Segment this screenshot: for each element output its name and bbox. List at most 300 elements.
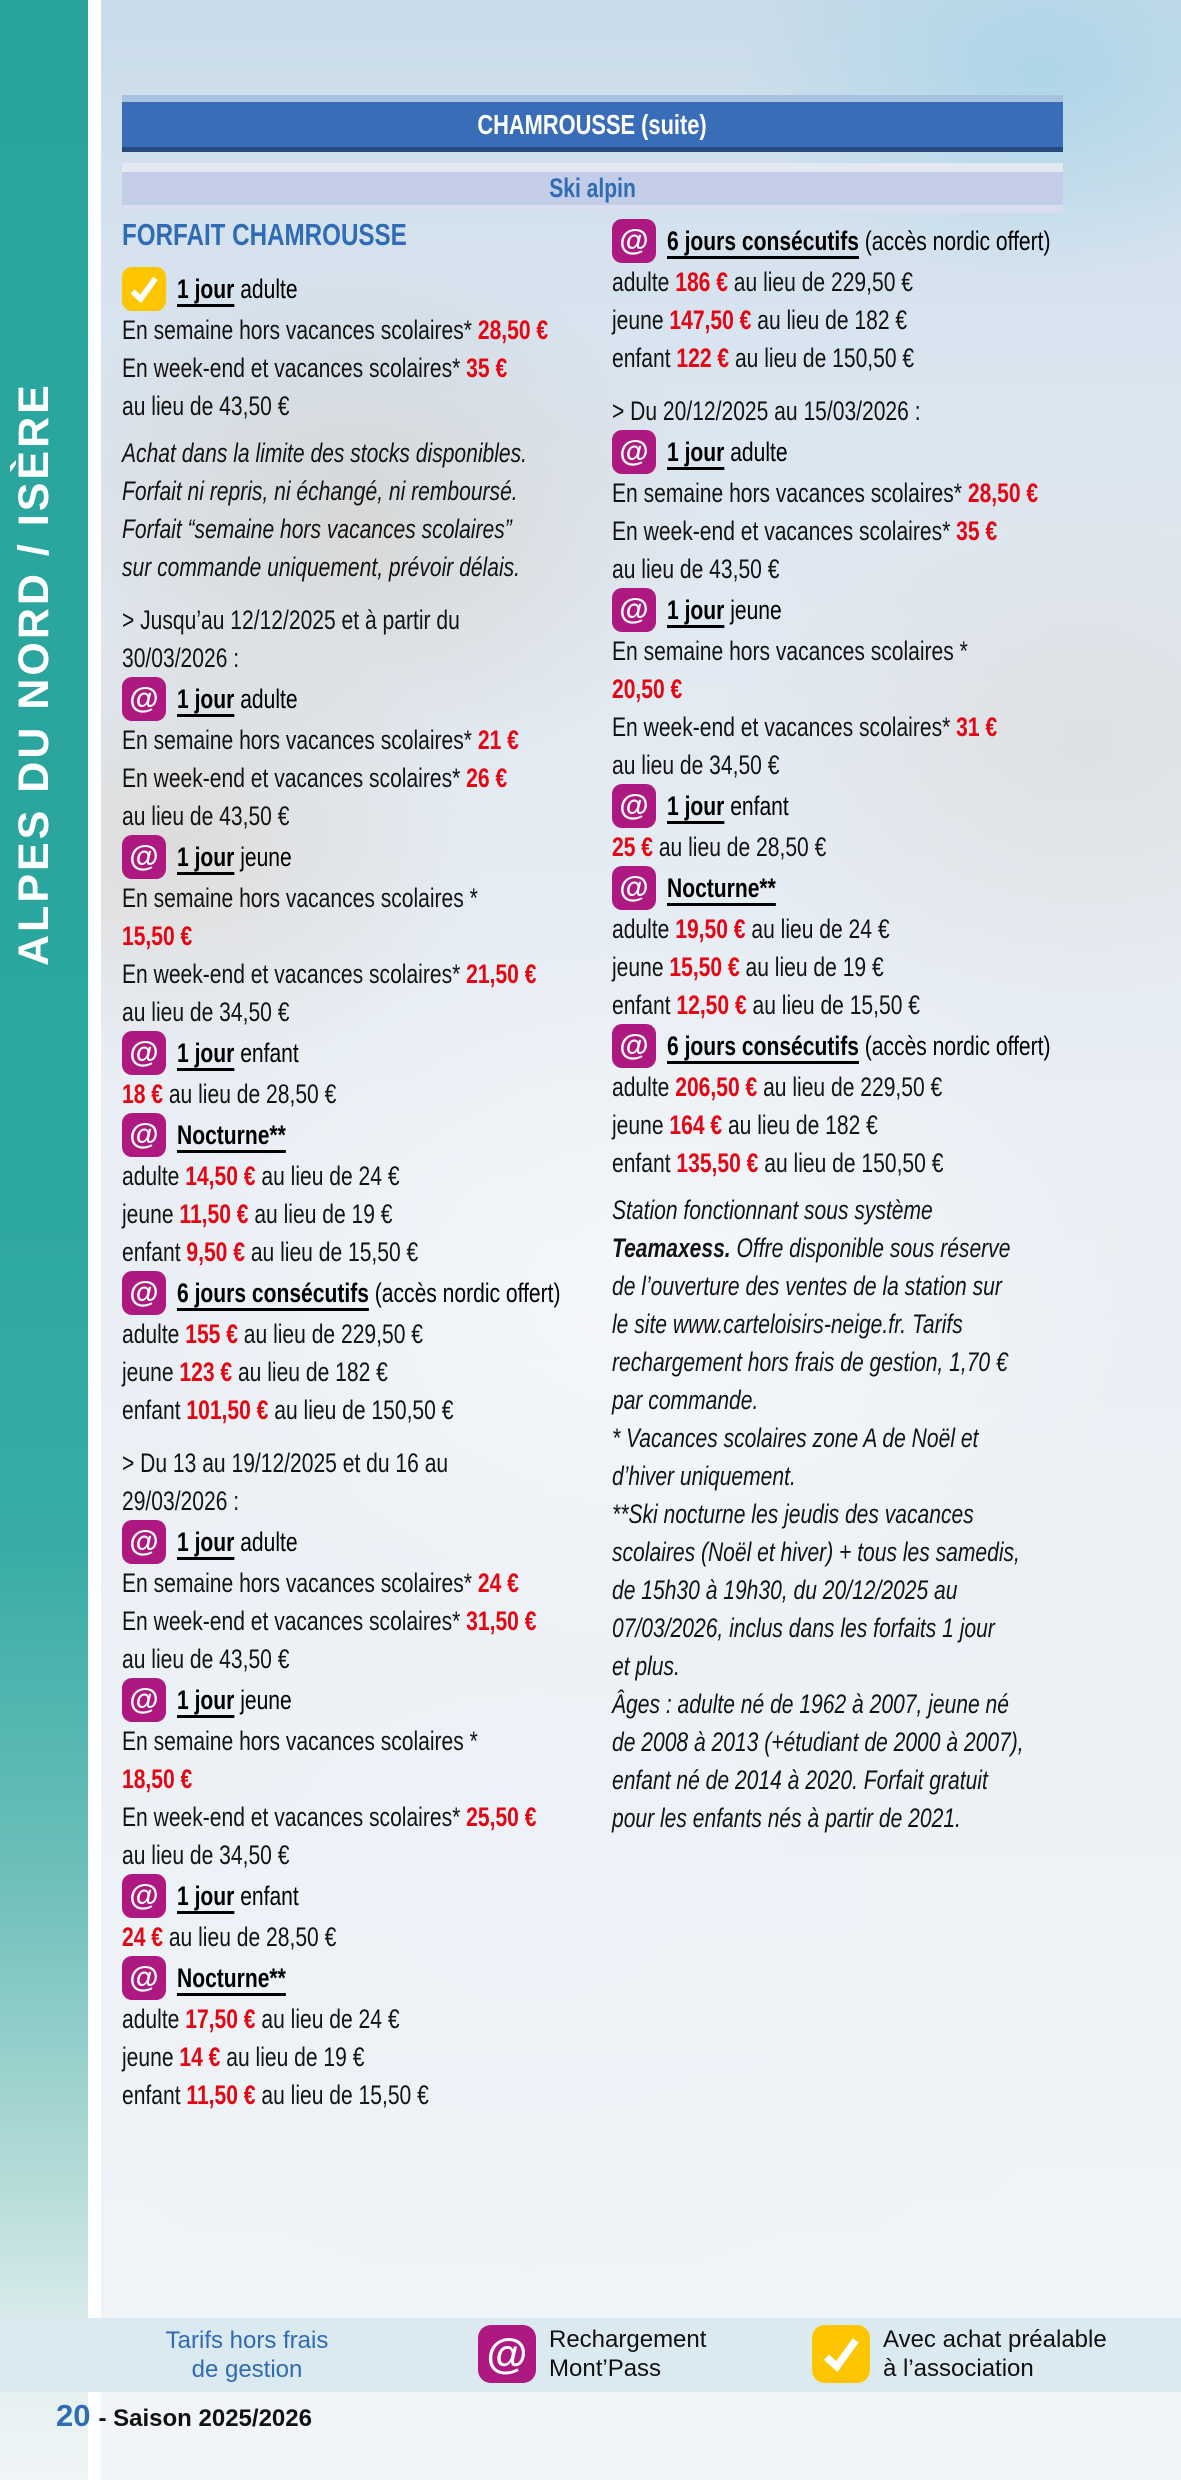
text-segment: En week-end et vacances scolaires*	[122, 1606, 467, 1636]
text-segment: au lieu de 34,50 €	[122, 997, 290, 1027]
offer-entry	[122, 1874, 600, 1918]
text-segment: Nocturne**	[667, 872, 776, 903]
offer-entry	[122, 1271, 600, 1315]
text-segment: au lieu de 28,50 €	[162, 1079, 337, 1109]
text-segment: En semaine hors vacances scolaires*	[612, 478, 968, 508]
note-line	[612, 1609, 1072, 1647]
text-segment: de 15h30 à 19h30, du 20/12/2025 au	[612, 1575, 958, 1605]
note-line	[122, 548, 600, 586]
line-text	[612, 1685, 1009, 1723]
text-segment: En week-end et vacances scolaires*	[122, 959, 467, 989]
text-segment: au lieu de 229,50 €	[237, 1319, 423, 1349]
text-segment: 26 €	[466, 763, 508, 793]
text-segment: au lieu de 28,50 €	[162, 1922, 337, 1952]
text-segment: 12,50 €	[676, 990, 747, 1020]
text-segment: au lieu de 34,50 €	[612, 750, 780, 780]
text-segment: jeune	[612, 952, 670, 982]
line-text	[122, 1195, 393, 1233]
line-line	[122, 917, 600, 955]
line-text	[122, 1640, 289, 1678]
line-text	[612, 1495, 974, 1533]
line-line	[122, 1482, 600, 1520]
offer-title	[177, 1038, 299, 1069]
line-text	[122, 993, 289, 1031]
legend-tarifs-line1: Tarifs hors frais	[165, 2327, 329, 2354]
text-segment: jeune	[234, 1684, 292, 1715]
line-line	[122, 1602, 600, 1640]
right-column	[612, 219, 1072, 1837]
line-text	[122, 1722, 478, 1760]
note-line	[122, 472, 600, 510]
text-segment: 29/03/2026 :	[122, 1486, 240, 1516]
text-segment: 25 €	[612, 832, 653, 862]
line-text	[612, 910, 890, 948]
text-segment: 9,50 €	[186, 1237, 245, 1267]
line-text	[122, 472, 518, 510]
line-text	[612, 512, 997, 550]
line-text	[612, 550, 779, 588]
line-text	[122, 349, 507, 387]
text-segment: 1 jour	[177, 1880, 235, 1911]
line-line	[122, 2038, 600, 2076]
line-text	[612, 1761, 988, 1799]
text-segment: scolaires (Noël et hiver) + tous les samedis,	[612, 1537, 1020, 1567]
line-line	[122, 1075, 600, 1113]
text-segment: adulte	[234, 273, 298, 304]
note-line	[612, 1419, 1072, 1457]
text-segment: 14 €	[179, 2042, 221, 2072]
line-text	[612, 1419, 978, 1457]
line-text	[122, 1075, 336, 1113]
text-segment: le site www.carteloisirs-neige.fr. Tarifs	[612, 1309, 963, 1339]
text-segment: Offre disponible sous réserve	[730, 1233, 1011, 1263]
montpass-icon: @	[478, 2325, 536, 2383]
line-text	[122, 1444, 448, 1482]
text-segment: 147,50 €	[669, 305, 752, 335]
line-text	[122, 2000, 400, 2038]
note-line	[612, 1229, 1072, 1267]
text-segment: adulte	[612, 914, 676, 944]
text-segment: par commande.	[612, 1385, 759, 1415]
note-line	[612, 1647, 1072, 1685]
text-segment: 164 €	[669, 1110, 723, 1140]
text-segment: Nocturne**	[177, 1962, 286, 1993]
text-segment: jeune	[612, 305, 670, 335]
text-segment: adulte	[234, 683, 298, 714]
date-line	[612, 392, 1072, 430]
text-segment: En semaine hors vacances scolaires *	[122, 883, 478, 913]
offer-title	[177, 1881, 299, 1912]
line-text	[612, 1799, 961, 1837]
note-line	[612, 1343, 1072, 1381]
line-text	[612, 1229, 1010, 1267]
montpass-icon: @	[612, 866, 656, 910]
text-segment: 155 €	[185, 1319, 238, 1349]
line-line	[612, 1068, 1072, 1106]
text-segment: 1 jour	[177, 1526, 235, 1557]
text-segment: sur commande uniquement, prévoir délais.	[122, 552, 521, 582]
text-segment: 35 €	[466, 353, 508, 383]
text-segment: > Du 13 au 19/12/2025 et du 16 au	[122, 1448, 449, 1478]
line-text	[612, 1381, 758, 1419]
montpass-icon: @	[612, 219, 656, 263]
line-text	[122, 1391, 453, 1429]
line-line	[122, 349, 600, 387]
text-segment: enfant	[234, 1037, 299, 1068]
text-segment: 14,50 €	[185, 1161, 256, 1191]
text-segment: 1 jour	[177, 841, 235, 872]
note-line	[612, 1381, 1072, 1419]
section-subtitle: Ski alpin	[549, 173, 636, 203]
text-segment: jeune	[724, 594, 782, 625]
text-segment: pour les enfants nés à partir de 2021.	[612, 1803, 961, 1833]
line-text	[612, 1533, 1020, 1571]
text-segment: 11,50 €	[186, 2080, 256, 2110]
line-text	[612, 1609, 995, 1647]
text-segment: enfant	[122, 1395, 187, 1425]
line-line	[122, 879, 600, 917]
montpass-icon: @	[122, 1031, 166, 1075]
note-line	[612, 1723, 1072, 1761]
season-label: - Saison 2025/2026	[98, 2405, 312, 2432]
line-text	[122, 601, 460, 639]
line-line	[122, 1391, 600, 1429]
text-segment: En semaine hors vacances scolaires*	[122, 315, 478, 345]
note-line	[612, 1267, 1072, 1305]
line-line	[612, 708, 1072, 746]
text-segment: au lieu de 24 €	[255, 1161, 400, 1191]
offer-entry	[612, 219, 1072, 263]
text-segment: de l’ouverture des ventes de la station sur	[612, 1271, 1002, 1301]
text-segment: enfant	[122, 2080, 187, 2110]
offer-title	[177, 1278, 561, 1309]
offer-entry	[612, 588, 1072, 632]
text-segment: au lieu de 15,50 €	[255, 2080, 429, 2110]
text-segment: 18 €	[122, 1079, 163, 1109]
text-segment: En semaine hors vacances scolaires *	[612, 636, 968, 666]
line-text	[122, 1482, 239, 1520]
offer-entry	[612, 866, 1072, 910]
text-segment: adulte	[612, 1072, 676, 1102]
sidebar	[0, 0, 91, 2480]
text-segment: au lieu de 19 €	[248, 1199, 393, 1229]
text-segment: au lieu de 229,50 €	[757, 1072, 943, 1102]
line-text	[612, 474, 1038, 512]
montpass-icon: @	[122, 1520, 166, 1564]
offer-entry	[612, 430, 1072, 474]
line-line	[612, 474, 1072, 512]
text-segment: 18,50 €	[122, 1764, 193, 1794]
line-text	[122, 1798, 536, 1836]
line-line	[612, 339, 1072, 377]
montpass-icon: @	[122, 1956, 166, 2000]
note-line	[612, 1761, 1072, 1799]
text-segment: enfant	[612, 343, 677, 373]
subtitle-strip-bottom	[122, 205, 1063, 213]
line-text	[122, 759, 507, 797]
left-column-heading	[122, 219, 600, 251]
line-text	[612, 1267, 1002, 1305]
text-segment: au lieu de 150,50 €	[268, 1395, 454, 1425]
note-line	[612, 1685, 1072, 1723]
line-line	[612, 910, 1072, 948]
page-footer	[56, 2398, 312, 2434]
offer-entry	[122, 1520, 600, 1564]
line-text	[612, 708, 997, 746]
text-segment: adulte	[122, 1319, 186, 1349]
text-segment: adulte	[612, 267, 676, 297]
line-line	[122, 387, 600, 425]
montpass-icon: @	[122, 1678, 166, 1722]
note-line	[612, 1571, 1072, 1609]
subtitle-strip-top	[122, 163, 1063, 172]
text-segment: au lieu de 43,50 €	[122, 391, 290, 421]
text-segment: au lieu de 43,50 €	[612, 554, 780, 584]
montpass-icon: @	[612, 430, 656, 474]
text-segment: 19,50 €	[675, 914, 746, 944]
line-text	[612, 632, 968, 670]
text-segment: 25,50 €	[466, 1802, 537, 1832]
page-title: CHAMROUSSE (suite)	[477, 109, 708, 140]
offer-title	[177, 1527, 298, 1558]
text-segment: jeune	[122, 1357, 180, 1387]
offer-title	[177, 684, 298, 715]
text-segment: 1 jour	[177, 1037, 235, 1068]
line-text	[122, 639, 239, 677]
line-text	[122, 797, 289, 835]
offer-title	[667, 1031, 1051, 1062]
note-line	[122, 510, 600, 548]
text-segment: au lieu de 15,50 €	[244, 1237, 419, 1267]
text-segment: 6 jours consécutifs	[667, 1030, 859, 1061]
text-segment: * Vacances scolaires zone A de Noël et	[612, 1423, 979, 1453]
text-segment: (accès nordic offert)	[858, 1030, 1051, 1061]
section-subtitle-bar	[122, 172, 1063, 205]
note-line	[612, 1457, 1072, 1495]
montpass-icon: @	[612, 784, 656, 828]
line-line	[122, 1760, 600, 1798]
sidebar-region-label: ALPES DU NORD / ISÈRE	[10, 382, 58, 966]
montpass-icon: @	[122, 1271, 166, 1315]
line-text	[612, 746, 779, 784]
text-segment: enfant	[122, 1237, 187, 1267]
date-line	[122, 601, 600, 639]
text-segment: au lieu de 229,50 €	[727, 267, 913, 297]
text-segment: 15,50 €	[669, 952, 740, 982]
line-line	[612, 550, 1072, 588]
text-segment: de 2008 à 2013 (+étudiant de 2000 à 2007),	[612, 1727, 1024, 1757]
montpass-icon: @	[122, 1113, 166, 1157]
line-line	[122, 1722, 600, 1760]
text-segment: 122 €	[676, 343, 730, 373]
line-text	[122, 387, 289, 425]
text-segment: au lieu de 28,50 €	[652, 832, 827, 862]
text-segment: > Du 20/12/2025 au 15/03/2026 :	[612, 396, 921, 426]
line-text	[612, 948, 884, 986]
text-segment: 11,50 €	[179, 1199, 249, 1229]
header-title-bar	[122, 102, 1063, 147]
text-segment: 101,50 €	[186, 1395, 269, 1425]
text-segment: Âges : adulte né de 1962 à 2007, jeune né	[612, 1689, 1009, 1719]
offer-title	[177, 842, 292, 873]
offer-title	[177, 1685, 292, 1716]
text-segment: Forfait ni repris, ni échangé, ni remboursé.	[122, 476, 518, 506]
text-segment: au lieu de 150,50 €	[758, 1148, 944, 1178]
legend-band	[0, 2318, 1181, 2392]
line-text	[612, 1647, 680, 1685]
check-icon	[122, 267, 166, 311]
note-line	[612, 1191, 1072, 1229]
legend-tarifs-line2: de gestion	[191, 2356, 303, 2383]
heading-text: FORFAIT CHAMROUSSE	[122, 217, 407, 252]
left-column	[122, 219, 600, 2114]
text-segment: adulte	[724, 436, 788, 467]
text-segment: et plus.	[612, 1651, 680, 1681]
line-line	[122, 797, 600, 835]
line-text	[612, 392, 921, 430]
text-segment: au lieu de 43,50 €	[122, 801, 290, 831]
line-text	[122, 510, 512, 548]
line-text	[122, 548, 520, 586]
text-segment: 6 jours consécutifs	[667, 225, 859, 256]
text-segment: enfant	[612, 1148, 677, 1178]
legend-montpass-line2: Mont’Pass	[549, 2355, 662, 2382]
text-segment: En week-end et vacances scolaires*	[122, 763, 467, 793]
text-segment: au lieu de 19 €	[739, 952, 884, 982]
offer-title	[177, 1963, 286, 1994]
text-segment: au lieu de 15,50 €	[746, 990, 920, 1020]
date-line	[122, 1444, 600, 1482]
offer-title	[177, 1120, 286, 1151]
text-segment: 1 jour	[177, 273, 235, 304]
text-segment: au lieu de 34,50 €	[122, 1840, 290, 1870]
text-segment: adulte	[122, 1161, 186, 1191]
text-segment: au lieu de 43,50 €	[122, 1644, 290, 1674]
text-segment: 123 €	[179, 1357, 233, 1387]
line-line	[122, 1836, 600, 1874]
offer-title	[667, 437, 788, 468]
line-line	[122, 1564, 600, 1602]
text-segment: adulte	[122, 2004, 186, 2034]
line-text	[612, 986, 920, 1024]
offer-title	[667, 873, 776, 904]
text-segment: d’hiver uniquement.	[612, 1461, 796, 1491]
text-segment: rechargement hors frais de gestion, 1,70 €	[612, 1347, 1008, 1377]
line-text	[612, 670, 682, 708]
text-segment: 28,50 €	[477, 315, 549, 345]
text-segment: au lieu de 24 €	[745, 914, 890, 944]
text-segment: (accès nordic offert)	[858, 225, 1051, 256]
line-text	[122, 1564, 519, 1602]
text-segment: enfant	[234, 1880, 299, 1911]
line-text	[612, 828, 826, 866]
note-line	[612, 1495, 1072, 1533]
text-segment: 24 €	[122, 1922, 163, 1952]
line-line	[122, 955, 600, 993]
legend-montpass-line1: Rechargement	[549, 2326, 707, 2353]
legend-tarifs	[128, 2326, 366, 2384]
page-header	[122, 95, 1063, 213]
line-line	[122, 1918, 600, 1956]
line-line	[612, 670, 1072, 708]
legend-association	[812, 2325, 1107, 2383]
offer-title	[177, 274, 298, 305]
offer-entry	[122, 1031, 600, 1075]
montpass-icon: @	[612, 1024, 656, 1068]
line-line	[122, 311, 600, 349]
legend-association-line2: à l’association	[883, 2355, 1034, 2382]
offer-title	[667, 791, 789, 822]
offer-entry	[122, 1113, 600, 1157]
line-line	[122, 1195, 600, 1233]
note-line	[612, 1799, 1072, 1837]
text-segment: jeune	[234, 841, 292, 872]
text-segment: enfant	[724, 790, 789, 821]
line-text	[612, 1068, 942, 1106]
line-line	[122, 1157, 600, 1195]
line-line	[122, 993, 600, 1031]
text-segment: enfant	[612, 990, 677, 1020]
line-text	[122, 1315, 423, 1353]
text-segment: > Jusqu’au 12/12/2025 et à partir du	[122, 605, 460, 635]
line-text	[122, 2038, 364, 2076]
text-segment: 1 jour	[667, 594, 725, 625]
line-line	[122, 1353, 600, 1391]
line-text	[612, 1106, 878, 1144]
text-segment: 30/03/2026 :	[122, 643, 240, 673]
line-line	[122, 1798, 600, 1836]
text-segment: Teamaxess.	[612, 1233, 731, 1263]
line-line	[122, 639, 600, 677]
offer-title	[667, 226, 1051, 257]
offer-title	[667, 595, 782, 626]
text-segment: au lieu de 24 €	[255, 2004, 400, 2034]
text-segment: au lieu de 182 €	[722, 1110, 878, 1140]
text-segment: Achat dans la limite des stocks disponibles.	[122, 438, 528, 468]
text-segment: 35 €	[956, 516, 998, 546]
line-line	[122, 721, 600, 759]
text-segment: 17,50 €	[185, 2004, 256, 2034]
text-segment: 07/03/2026, inclus dans les forfaits 1 jour	[612, 1613, 995, 1643]
line-text	[122, 1157, 400, 1195]
text-segment: En semaine hors vacances scolaires *	[122, 1726, 478, 1756]
montpass-icon: @	[122, 677, 166, 721]
text-segment: 31,50 €	[466, 1606, 537, 1636]
text-segment: 21,50 €	[466, 959, 537, 989]
line-line	[122, 1233, 600, 1271]
text-segment: En semaine hors vacances scolaires*	[122, 725, 478, 755]
text-segment: enfant né de 2014 à 2020. Forfait gratuit	[612, 1765, 988, 1795]
text-segment: Station fonctionnant sous système	[612, 1195, 933, 1225]
note-line	[612, 1533, 1072, 1571]
offer-entry	[122, 1678, 600, 1722]
right-column-blocks	[612, 219, 1072, 1837]
text-segment: 31 €	[956, 712, 998, 742]
text-segment: jeune	[122, 2042, 180, 2072]
line-line	[122, 759, 600, 797]
text-segment: (accès nordic offert)	[368, 1277, 561, 1308]
line-line	[612, 301, 1072, 339]
left-column-blocks	[122, 267, 600, 2114]
text-segment: 28,50 €	[967, 478, 1039, 508]
line-text	[612, 1144, 943, 1182]
text-segment: adulte	[234, 1526, 298, 1557]
text-segment: 1 jour	[177, 683, 235, 714]
text-segment: 21 €	[477, 725, 519, 755]
note-line	[612, 1305, 1072, 1343]
montpass-icon: @	[122, 835, 166, 879]
montpass-icon: @	[612, 588, 656, 632]
